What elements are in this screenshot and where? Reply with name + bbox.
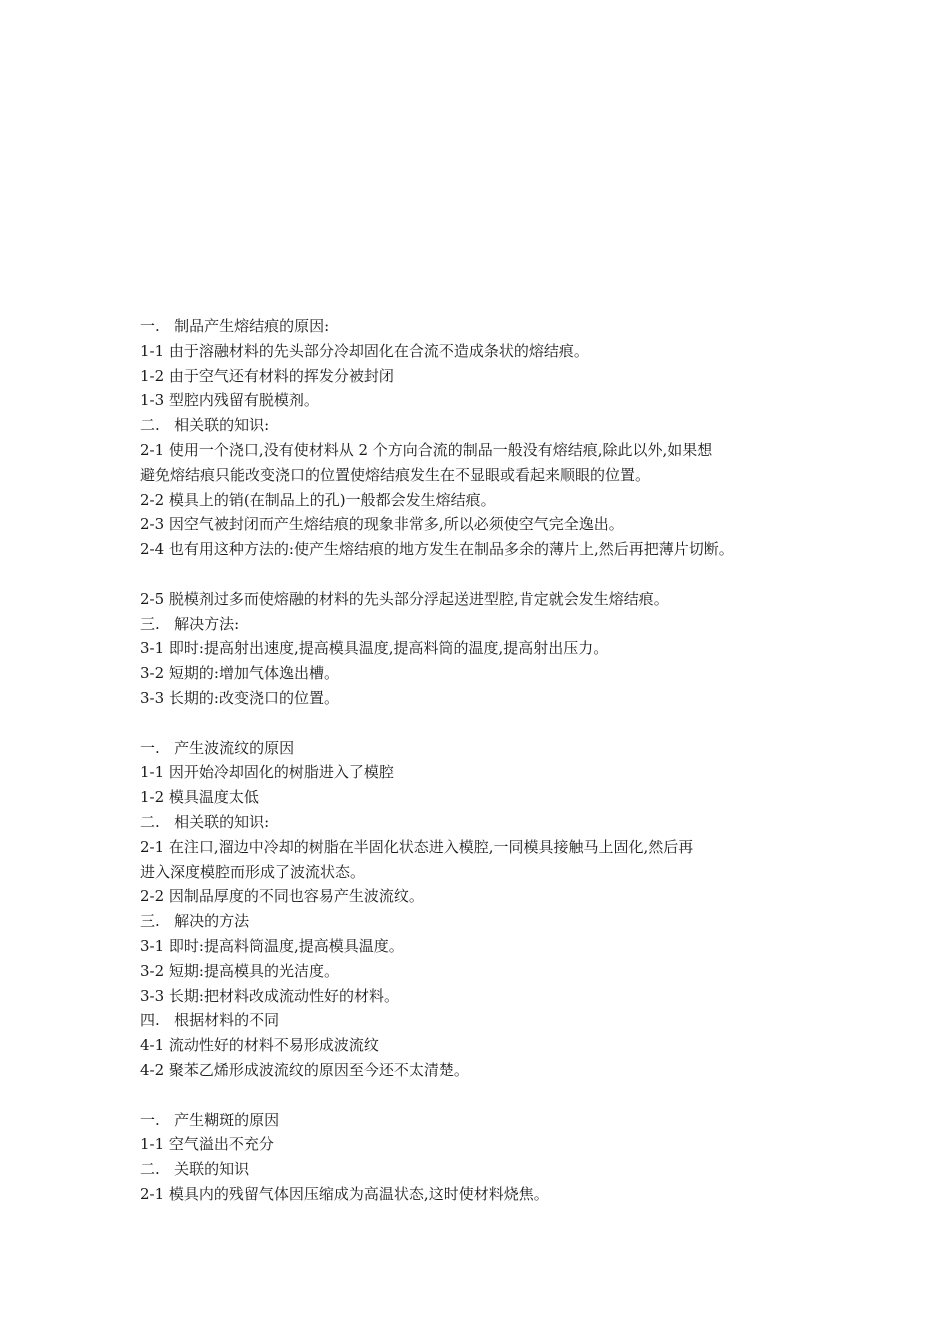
list-item: 4-2 聚苯乙烯形成波流纹的原因至今还不太清楚。 (140, 1060, 469, 1079)
list-item: 1-2 模具温度太低 (140, 788, 259, 807)
blank-line (140, 562, 830, 587)
list-item: 2-1 在注口,溜边中冷却的树脂在半固化状态进入模腔,一同模具接触马上固化,然后再 (140, 837, 694, 856)
list-item: 2-3 因空气被封闭而产生熔结痕的现象非常多,所以必须使空气完全逸出。 (140, 515, 624, 534)
section-heading: 一. 制品产生熔结痕的原因: (140, 317, 330, 335)
section-heading: 二. 相关联的知识: (140, 812, 270, 831)
blank-line (140, 711, 830, 736)
list-item: 3-3 长期:把材料改成流动性好的材料。 (140, 986, 399, 1005)
list-item: 1-1 因开始冷却固化的树脂进入了模腔 (140, 763, 394, 782)
document-body (140, 314, 830, 1207)
section-heading: 四. 根据材料的不同 (140, 1011, 280, 1030)
section-heading: 三. 解决方法: (140, 614, 240, 633)
list-item: 1-1 由于溶融材料的先头部分冷却固化在合流不造成条状的熔结痕。 (140, 341, 589, 360)
list-item: 3-3 长期的:改变浇口的位置。 (140, 688, 339, 707)
list-item: 3-1 即时:提高射出速度,提高模具温度,提高料筒的温度,提高射出压力。 (140, 639, 609, 658)
list-item: 3-1 即时:提高料筒温度,提高模具温度。 (140, 936, 404, 955)
list-item: 3-2 短期:提高模具的光洁度。 (140, 961, 339, 980)
section-heading: 一. 产生糊斑的原因 (140, 1110, 280, 1129)
section-heading: 二. 相关联的知识: (140, 416, 270, 435)
section-heading: 二. 关联的知识 (140, 1160, 250, 1179)
list-item-continuation: 进入深度模腔而形成了波流状态。 (140, 862, 366, 881)
list-item: 4-1 流动性好的材料不易形成波流纹 (140, 1036, 379, 1055)
list-item: 1-2 由于空气还有材料的挥发分被封闭 (140, 366, 394, 385)
list-item: 1-1 空气溢出不充分 (140, 1135, 274, 1154)
blank-line (140, 1083, 830, 1108)
list-item: 1-3 型腔内残留有脱模剂。 (140, 391, 319, 410)
list-item-continuation: 避免熔结痕只能改变浇口的位置使熔结痕发生在不显眼或看起来顺眼的位置。 (140, 465, 651, 484)
list-item: 2-4 也有用这种方法的:使产生熔结痕的地方发生在制品多余的薄片上,然后再把薄片切断。 (140, 540, 734, 559)
list-item: 2-2 模具上的销(在制品上的孔)一般都会发生熔结痕。 (140, 490, 496, 509)
list-item: 2-1 模具内的残留气体因压缩成为高温状态,这时使材料烧焦。 (140, 1184, 549, 1203)
list-item: 2-5 脱模剂过多而使熔融的材料的先头部分浮起送进型腔,肯定就会发生熔结痕。 (140, 589, 669, 608)
list-item: 3-2 短期的:增加气体逸出槽。 (140, 664, 339, 683)
section-heading: 三. 解决的方法 (140, 912, 250, 931)
list-item: 2-1 使用一个浇口,没有使材料从 2 个方向合流的制品一般没有熔结痕,除此以外,如果想 (140, 440, 713, 459)
list-item: 2-2 因制品厚度的不同也容易产生波流纹。 (140, 887, 424, 906)
section-heading: 一. 产生波流纹的原因 (140, 738, 295, 757)
